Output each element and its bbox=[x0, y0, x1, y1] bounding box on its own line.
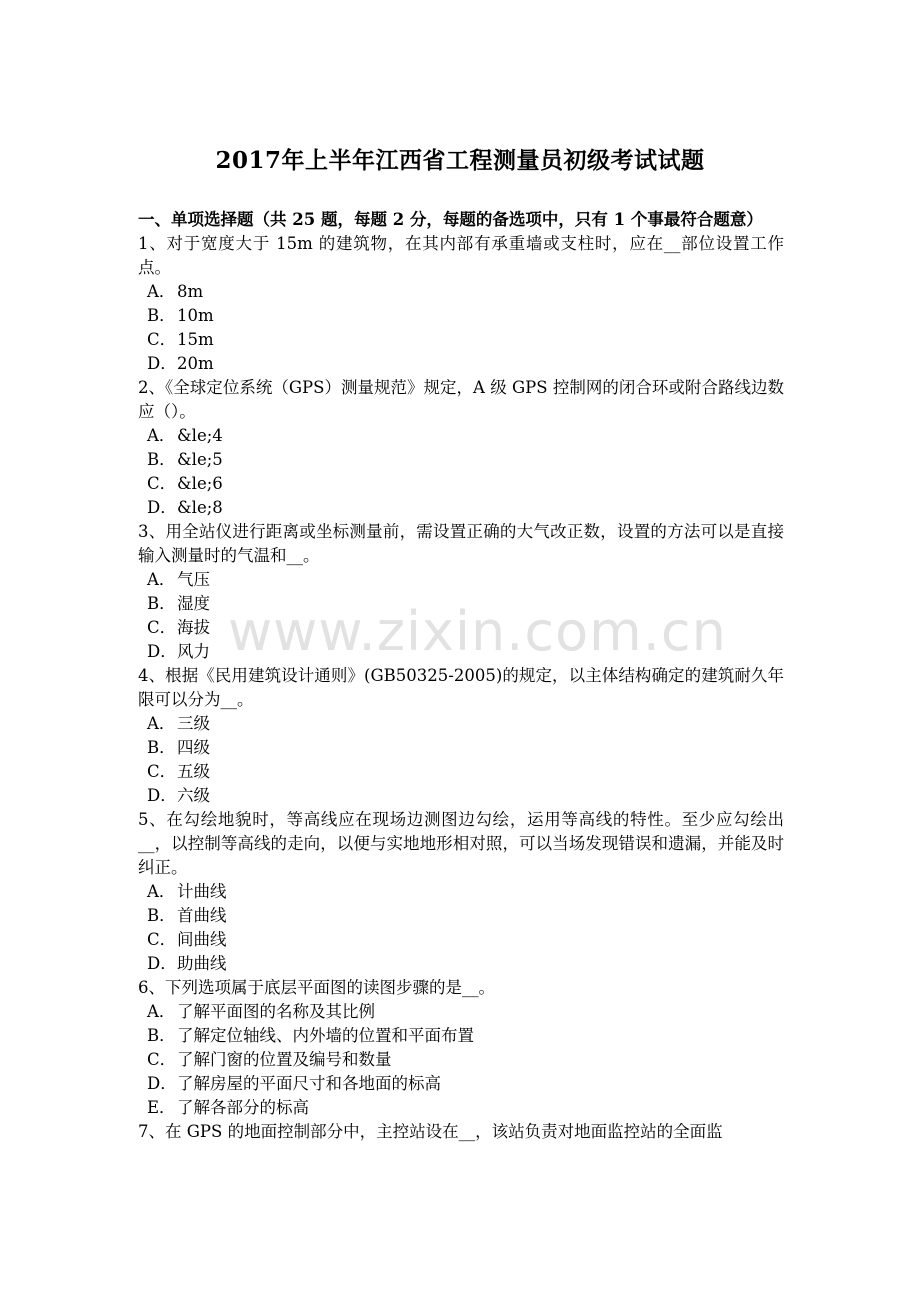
answer-option bbox=[138, 616, 784, 640]
answer-option bbox=[138, 904, 784, 928]
answer-option bbox=[138, 1072, 784, 1096]
answer-option bbox=[138, 1000, 784, 1024]
option-text: &le;6 bbox=[177, 474, 223, 493]
option-letter: C． bbox=[147, 330, 177, 349]
answer-option bbox=[138, 1048, 784, 1072]
option-text: 了解定位轴线、内外墙的位置和平面布置 bbox=[177, 1026, 474, 1045]
answer-option bbox=[138, 880, 784, 904]
answer-option bbox=[138, 736, 784, 760]
option-text: 8m bbox=[177, 282, 204, 301]
option-letter: B． bbox=[147, 738, 176, 757]
option-letter: D． bbox=[147, 498, 177, 517]
option-text: 了解房屋的平面尺寸和各地面的标高 bbox=[177, 1074, 441, 1093]
option-text: 气压 bbox=[177, 570, 210, 589]
answer-option bbox=[138, 1096, 784, 1120]
answer-option bbox=[138, 592, 784, 616]
question-stem: 1、对于宽度大于 15m 的建筑物，在其内部有承重墙或支柱时，应在__部位设置工作点。 bbox=[138, 234, 784, 277]
answer-option bbox=[138, 1024, 784, 1048]
option-letter: D． bbox=[147, 1074, 177, 1093]
option-letter: C． bbox=[147, 618, 177, 637]
question-stem: 6、下列选项属于底层平面图的读图步骤的是__。 bbox=[138, 978, 495, 997]
answer-option bbox=[138, 952, 784, 976]
option-letter: D． bbox=[147, 354, 177, 373]
option-letter: A． bbox=[147, 426, 176, 445]
option-text: 六级 bbox=[177, 786, 210, 805]
question-stem: 3、用全站仪进行距离或坐标测量前，需设置正确的大气改正数，设置的方法可以是直接输入测量时的气温和__。 bbox=[138, 522, 784, 565]
option-letter: D． bbox=[147, 642, 177, 661]
question-stem: 2、《全球定位系统（GPS）测量规范》规定，A 级 GPS 控制网的闭合环或附合路线边数应（）。 bbox=[138, 378, 784, 421]
answer-option bbox=[138, 472, 784, 496]
option-text: 20m bbox=[177, 354, 214, 373]
watermark: www.zixin.com.cn bbox=[228, 600, 727, 663]
question-block bbox=[138, 520, 784, 664]
option-letter: D． bbox=[147, 786, 177, 805]
option-text: &le;4 bbox=[177, 426, 223, 445]
option-letter: B． bbox=[147, 906, 176, 925]
answer-option bbox=[138, 352, 784, 376]
option-letter: C． bbox=[147, 762, 177, 781]
option-letter: B． bbox=[147, 1026, 176, 1045]
question-block bbox=[138, 376, 784, 520]
answer-option bbox=[138, 712, 784, 736]
option-letter: D． bbox=[147, 954, 177, 973]
answer-option bbox=[138, 280, 784, 304]
option-letter: B． bbox=[147, 594, 176, 613]
option-text: 了解门窗的位置及编号和数量 bbox=[177, 1050, 392, 1069]
answer-option bbox=[138, 304, 784, 328]
section-heading: 一、单项选择题（共 25 题，每题 2 分，每题的备选项中，只有 1 个事最符合题意） bbox=[138, 210, 763, 229]
option-letter: A． bbox=[147, 714, 176, 733]
option-letter: B． bbox=[147, 306, 176, 325]
option-text: 间曲线 bbox=[177, 930, 227, 949]
question-block bbox=[138, 808, 784, 976]
option-text: &le;8 bbox=[177, 498, 223, 517]
option-letter: C． bbox=[147, 474, 177, 493]
question-block bbox=[138, 232, 784, 376]
answer-option bbox=[138, 448, 784, 472]
question-block bbox=[138, 664, 784, 808]
answer-option bbox=[138, 496, 784, 520]
answer-option bbox=[138, 784, 784, 808]
option-text: &le;5 bbox=[177, 450, 223, 469]
option-letter: E． bbox=[147, 1098, 176, 1117]
option-text: 五级 bbox=[177, 762, 210, 781]
answer-option bbox=[138, 640, 784, 664]
option-letter: A． bbox=[147, 282, 176, 301]
option-text: 10m bbox=[177, 306, 214, 325]
question-block bbox=[138, 1120, 784, 1144]
answer-option bbox=[138, 928, 784, 952]
option-text: 了解平面图的名称及其比例 bbox=[177, 1002, 375, 1021]
option-text: 15m bbox=[177, 330, 214, 349]
option-text: 助曲线 bbox=[177, 954, 227, 973]
option-letter: A． bbox=[147, 882, 176, 901]
option-letter: C． bbox=[147, 1050, 177, 1069]
question-stem: 5、在勾绘地貌时，等高线应在现场边测图边勾绘，运用等高线的特性。至少应勾绘出__，以控制等高线的走向，以便与实地地形相对照，可以当场发现错误和遗漏，并能及时纠正。 bbox=[138, 810, 784, 877]
question-list bbox=[138, 232, 784, 1144]
option-letter: A． bbox=[147, 1002, 176, 1021]
answer-option bbox=[138, 328, 784, 352]
option-text: 了解各部分的标高 bbox=[177, 1098, 309, 1117]
option-text: 计曲线 bbox=[177, 882, 227, 901]
answer-option bbox=[138, 760, 784, 784]
page-title: 2017年上半年江西省工程测量员初级考试试题 bbox=[215, 147, 705, 174]
option-text: 湿度 bbox=[177, 594, 210, 613]
option-letter: A． bbox=[147, 570, 176, 589]
option-letter: B． bbox=[147, 450, 176, 469]
option-text: 首曲线 bbox=[177, 906, 227, 925]
option-text: 海拔 bbox=[177, 618, 210, 637]
question-stem: 7、在 GPS 的地面控制部分中，主控站设在__，该站负责对地面监控站的全面监 bbox=[138, 1122, 723, 1141]
question-block bbox=[138, 976, 784, 1120]
question-stem: 4、根据《民用建筑设计通则》(GB50325-2005)的规定，以主体结构确定的建筑耐久年限可以分为__。 bbox=[138, 666, 784, 709]
answer-option bbox=[138, 424, 784, 448]
document-body bbox=[138, 208, 784, 1144]
option-text: 三级 bbox=[177, 714, 210, 733]
answer-option bbox=[138, 568, 784, 592]
option-text: 风力 bbox=[177, 642, 210, 661]
option-letter: C． bbox=[147, 930, 177, 949]
option-text: 四级 bbox=[177, 738, 210, 757]
